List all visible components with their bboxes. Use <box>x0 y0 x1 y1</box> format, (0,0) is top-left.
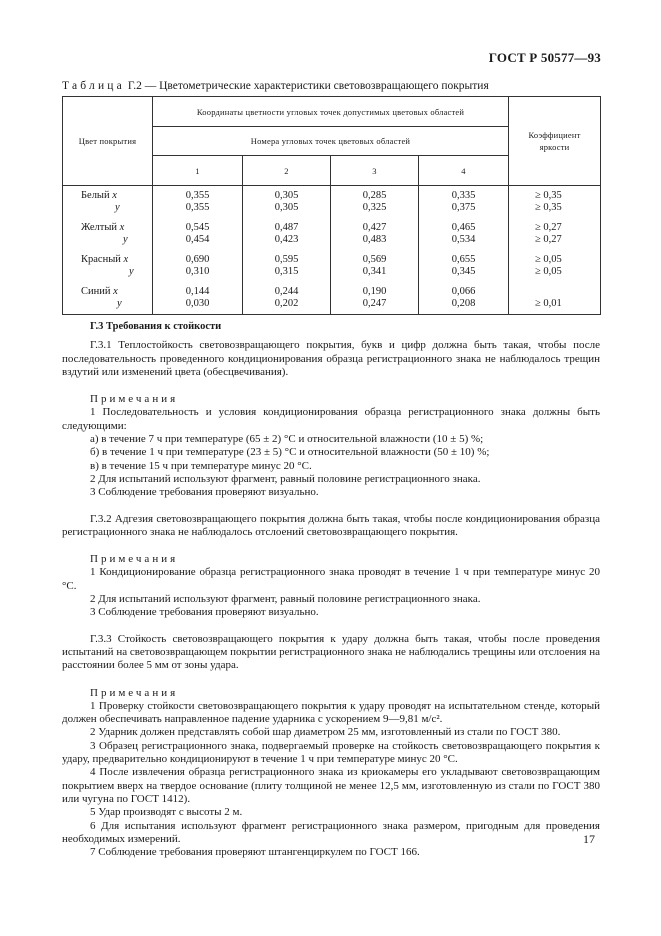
cell-x: 0,244 <box>274 286 299 297</box>
cell-y: 0,375 <box>451 202 476 213</box>
table-row-white <box>63 186 601 219</box>
table-caption-text: Г.2 — Цветометрические характеристики световозвращающего покрытия <box>124 80 489 92</box>
note-item: 1 Проверку стойкости световозвращающего покрытия к удару проводят на испытательном стенде, который должен обеспечивать направленное падение ударника с ускорением 9—9,81 м/с². <box>62 699 600 726</box>
note-item: 2 Для испытаний используют фрагмент, равный половине регистрационного знака. <box>90 472 481 485</box>
cell-y: 0,208 <box>451 298 476 309</box>
cell-y: 0,341 <box>362 266 387 277</box>
cell-y: 0,202 <box>274 298 299 309</box>
cell-y: 0,030 <box>185 298 210 309</box>
row-name: Красный <box>81 254 121 265</box>
coef-x: ≥ 0,35 <box>535 190 562 201</box>
cell-x: 0,066 <box>451 286 476 297</box>
cell-y: 0,310 <box>185 266 210 277</box>
x-label: x <box>123 254 129 265</box>
note-item: 3 Соблюдение требования проверяют визуально. <box>90 606 319 619</box>
cell-y: 0,483 <box>362 234 387 245</box>
paragraph-g3-2: Г.3.2 Адгезия световозвращающего покрытия должна быть такая, чтобы после кондиционирования образца регистрационного знака не наблюдалось отслоений световозвращающего покрытия. <box>62 512 600 538</box>
table-row-yellow <box>63 218 601 250</box>
notes-title: Примечания <box>90 553 179 566</box>
header-color: Цвет покрытия <box>63 97 153 186</box>
notes-title: Примечания <box>90 393 179 406</box>
cell-x: 0,655 <box>451 254 476 265</box>
notes-title: Примечания <box>90 686 179 699</box>
cell-y: 0,315 <box>274 266 299 277</box>
coef-y: ≥ 0,01 <box>535 298 562 309</box>
cell-x: 0,427 <box>362 222 387 233</box>
cell-x: 0,569 <box>362 254 387 265</box>
cell-y: 0,454 <box>185 234 210 245</box>
note-item: 4 После извлечения образца регистрационного знака из криокамеры его укладывают световозвращающим покрытием вверх на твердое основание (плиту толщиной не менее 12,5 мм, изготовленную из стали по ГОСТ 380 или чугуна по ГОСТ 1412). <box>62 766 600 805</box>
row-name: Синий <box>81 286 111 297</box>
row-name: Белый <box>81 190 110 201</box>
header-point-2: 2 <box>243 156 331 186</box>
note-item: 6 Для испытания используют фрагмент регистрационного знака размером, пригодным для проведения необходимых измерений. <box>62 819 600 845</box>
table-caption <box>62 80 489 92</box>
cell-x: 0,144 <box>185 286 210 297</box>
page-number: 17 <box>583 832 595 846</box>
cell-y: 0,355 <box>185 202 210 213</box>
cell-x: 0,595 <box>274 254 299 265</box>
section-g3 <box>62 320 600 859</box>
paragraph-g3-3: Г.3.3 Стойкость световозвращающего покрытия к удару должна быть такая, чтобы после проведения испытаний на световозвращающем покрытии регистрационного знака не наблюдались трещины или отслоения на расстоянии более 5 мм от зоны удара. <box>62 632 600 672</box>
note-item: 2 Ударник должен представлять собой шар диаметром 25 мм, изготовленный из стали по ГОСТ 380. <box>90 726 561 739</box>
cell-y: 0,345 <box>451 266 476 277</box>
section-heading: Г.3 Требования к стойкости <box>90 321 222 332</box>
y-label: y <box>123 234 128 245</box>
coef-x: ≥ 0,05 <box>535 254 562 265</box>
cell-x: 0,305 <box>274 190 299 201</box>
coef-y: ≥ 0,27 <box>535 234 562 245</box>
note-item: а) в течение 7 ч при температуре (65 ± 2) °С и относительной влажности (10 ± 5) %; <box>90 433 484 446</box>
note-item: б) в течение 1 ч при температуре (23 ± 5) °С и относительной влажности (50 ± 10) %; <box>90 446 490 459</box>
header-point-numbers: Номера угловых точек цветовых областей <box>153 127 509 156</box>
note-item: в) в течение 15 ч при температуре минус 20 °С. <box>90 459 312 472</box>
cell-y: 0,247 <box>362 298 387 309</box>
coef-x: ≥ 0,27 <box>535 222 562 233</box>
cell-y: 0,305 <box>274 202 299 213</box>
table-caption-prefix: Таблица <box>62 80 125 92</box>
coef-y: ≥ 0,05 <box>535 266 562 277</box>
document-code: ГОСТ Р 50577—93 <box>488 50 601 65</box>
header-coordinates: Координаты цветности угловых точек допустимых цветовых областей <box>153 97 509 127</box>
coef-y: ≥ 0,35 <box>535 202 562 213</box>
x-label: x <box>119 222 125 233</box>
cell-y: 0,534 <box>451 234 476 245</box>
cell-y: 0,423 <box>274 234 299 245</box>
row-name: Желтый <box>81 222 118 233</box>
cell-x: 0,355 <box>185 190 210 201</box>
note-item: 5 Удар производят с высоты 2 м. <box>90 806 243 819</box>
table-row-blue <box>63 282 601 315</box>
cell-x: 0,545 <box>185 222 210 233</box>
table-row-red <box>63 250 601 282</box>
note-item: 1 Кондиционирование образца регистрационного знака проводят в течение 1 ч при температуре минус 20 °С. <box>62 566 600 592</box>
header-point-4: 4 <box>419 156 509 186</box>
note-item: 3 Образец регистрационного знака, подвергаемый проверке на стойкость световозвращающего покрытия к удару, предварительно кондиционируют в течение 1 ч при температуре минус 20 °С. <box>62 739 600 766</box>
header-coefficient: Коэффициент яркости <box>509 97 601 186</box>
note-item: 3 Соблюдение требования проверяют визуально. <box>90 486 319 499</box>
note-item: 2 Для испытаний используют фрагмент, равный половине регистрационного знака. <box>90 593 481 606</box>
cell-x: 0,335 <box>451 190 476 201</box>
cell-x: 0,487 <box>274 222 299 233</box>
cell-x: 0,190 <box>362 286 387 297</box>
cell-x: 0,285 <box>362 190 387 201</box>
cell-x: 0,465 <box>451 222 476 233</box>
paragraph-g3-1: Г.3.1 Теплостойкость световозвращающего покрытия, букв и цифр должна быть такая, чтобы после последовательность проведенного кондиционирования образца регистрационного знака не наблюдалось трещин вздутий или изменений цвета (обесцвечивания). <box>62 339 600 378</box>
header-point-3: 3 <box>331 156 419 186</box>
y-label: y <box>117 298 122 309</box>
y-label: y <box>115 202 120 213</box>
y-label: y <box>129 266 134 277</box>
header-point-1: 1 <box>153 156 243 186</box>
x-label: x <box>113 286 118 297</box>
note-item: 1 Последовательность и условия кондиционирования образца регистрационного знака должны быть следующими: <box>62 406 600 432</box>
note-item: 7 Соблюдение требования проверяют штангенциркулем по ГОСТ 166. <box>90 846 420 859</box>
cell-x: 0,690 <box>185 254 210 265</box>
x-label: x <box>112 190 117 201</box>
cell-y: 0,325 <box>362 202 387 213</box>
colorimetric-table <box>62 96 601 315</box>
